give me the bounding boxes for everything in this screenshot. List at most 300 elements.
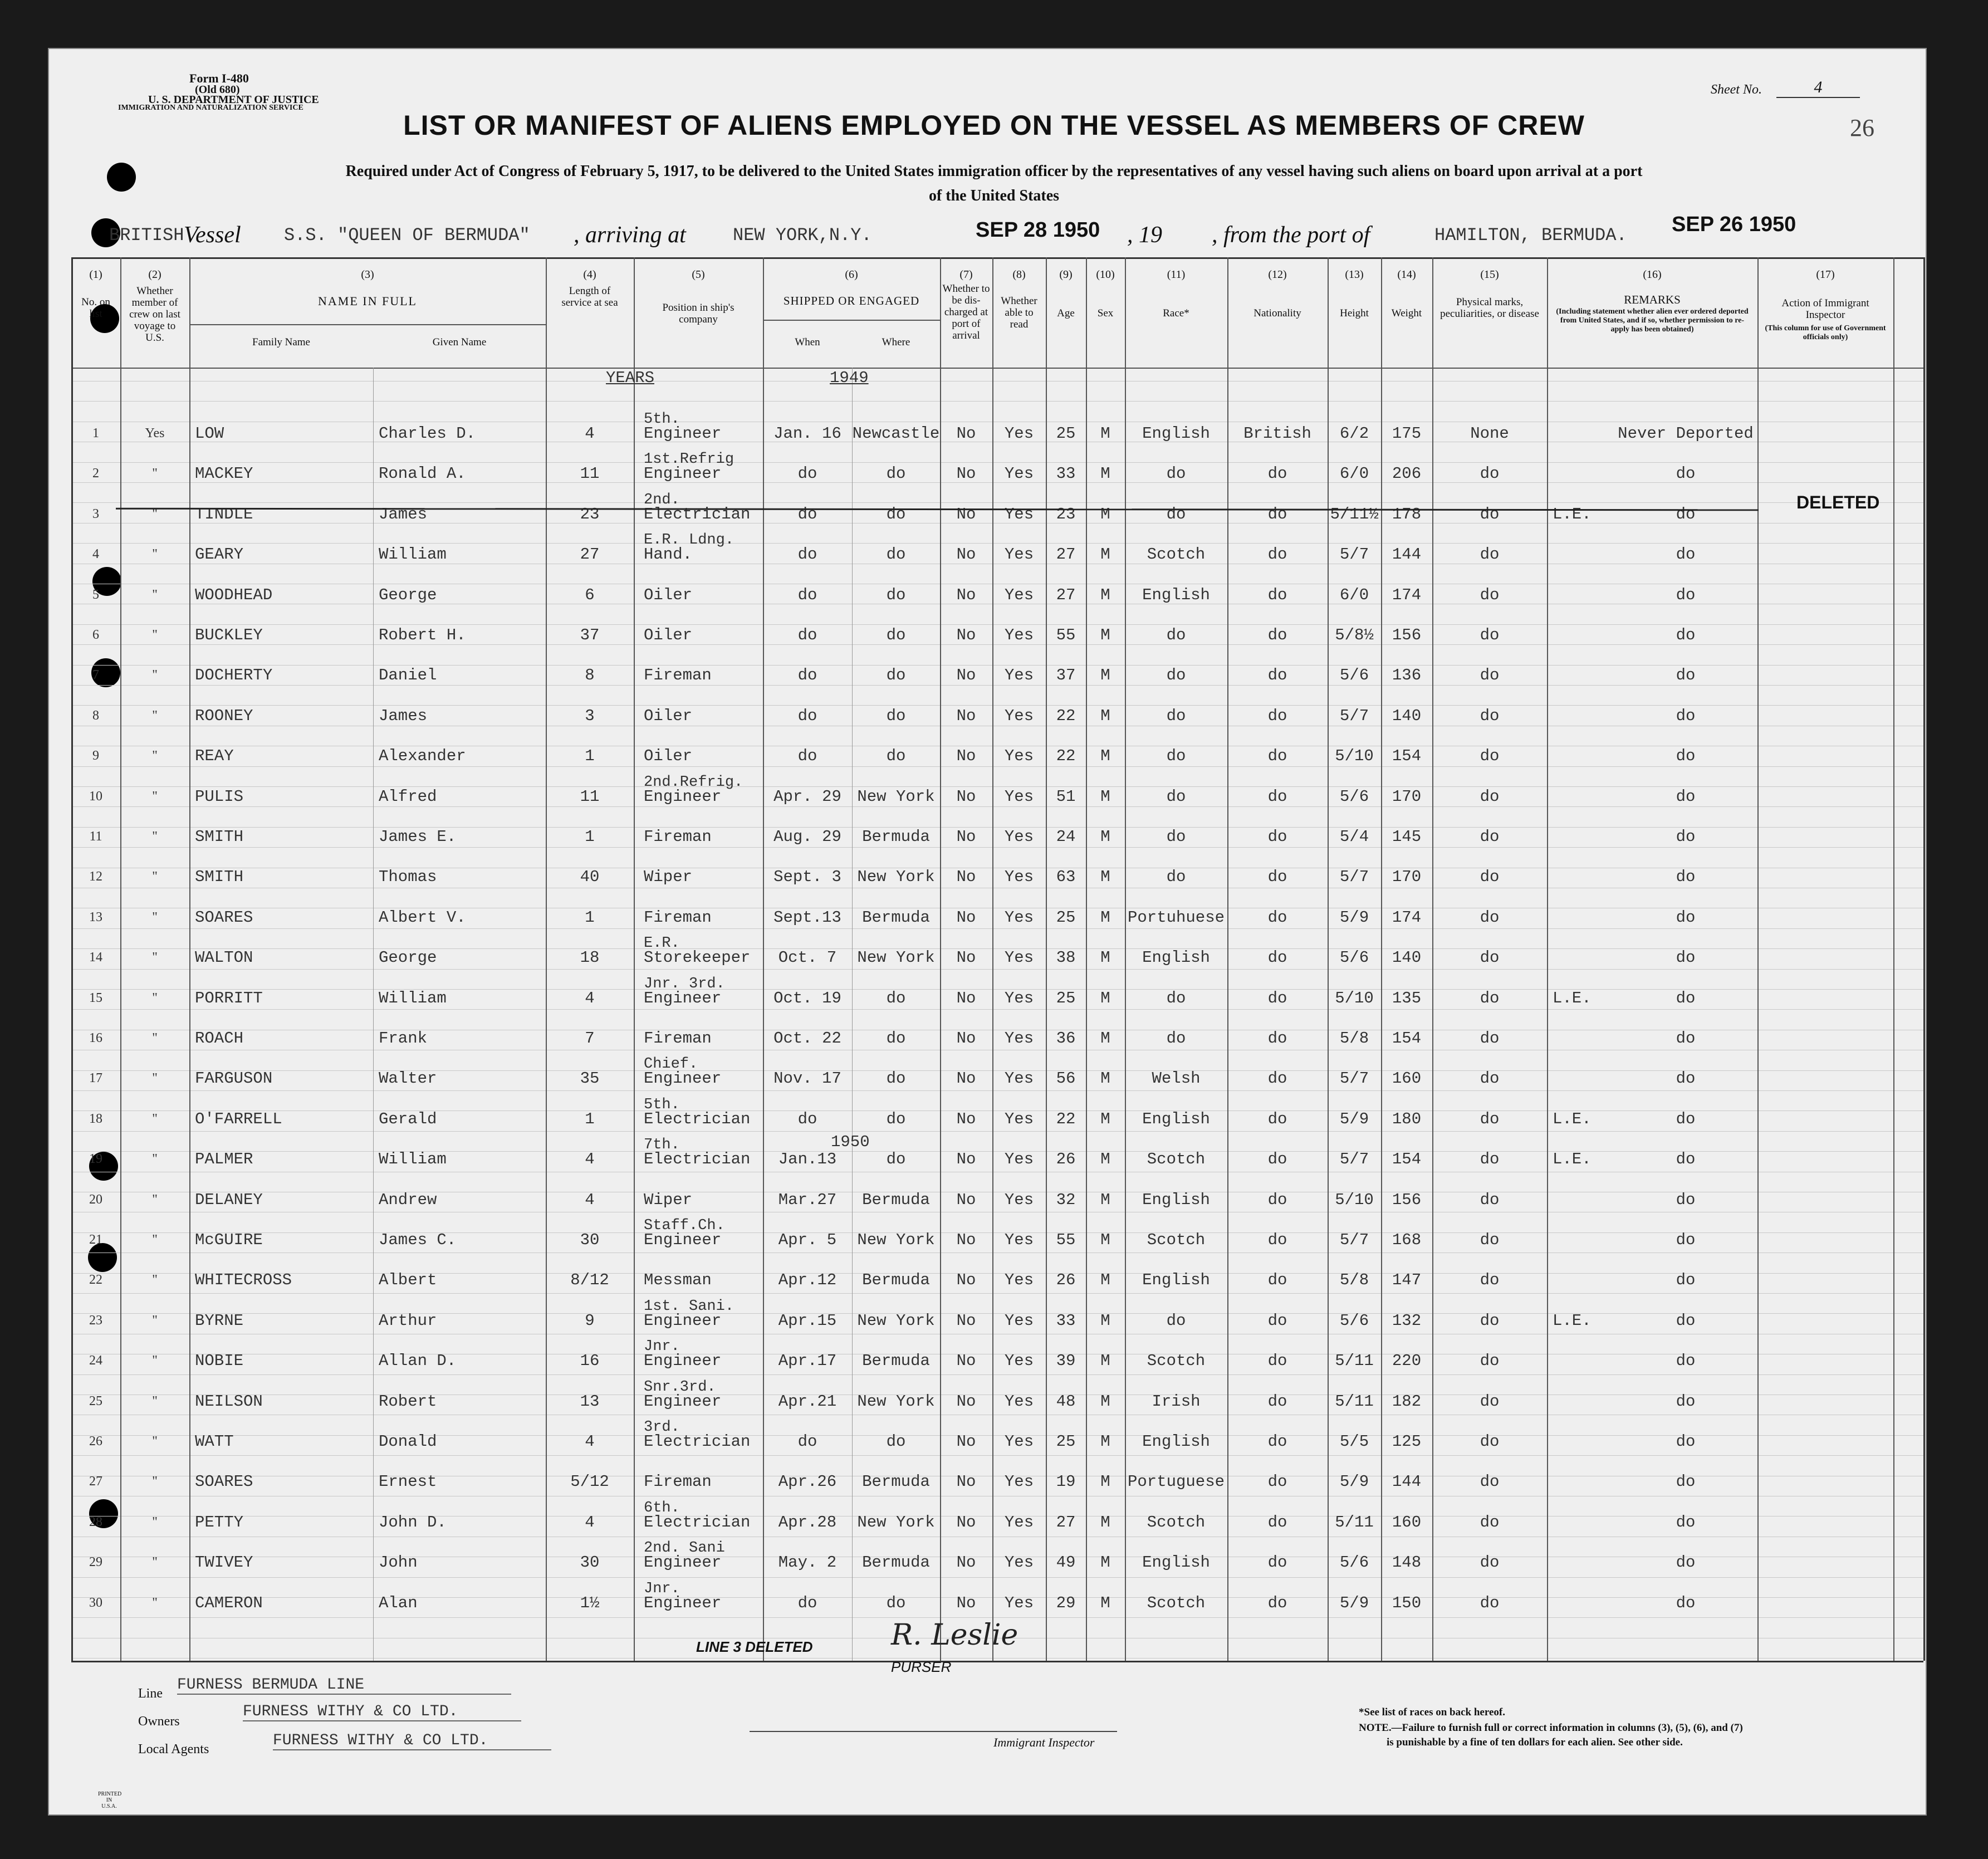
cell-dis: No [956, 1472, 976, 1491]
cell-position-line2: Oiler [644, 626, 693, 644]
printer-mark: PRINTED IN U.S.A. [98, 1791, 122, 1809]
cell-when: Jan.13 [778, 1150, 837, 1169]
cell-age: 26 [1056, 1271, 1076, 1290]
cell-where: do [886, 626, 906, 644]
cell-position-line2: Engineer [644, 1593, 722, 1612]
cell-given: James C. [379, 1231, 457, 1249]
cell-prev: " [152, 628, 158, 642]
cell-remarks: do [1676, 1109, 1696, 1128]
cell-dis: No [956, 1513, 976, 1532]
cell-where: Bermuda [862, 1472, 930, 1491]
cell-ht: 5/7 [1339, 545, 1369, 564]
cell-marks: do [1480, 1593, 1500, 1612]
cell-nat: do [1267, 1190, 1287, 1209]
column-divider [1893, 257, 1894, 1661]
cell-n: 2 [92, 466, 99, 481]
cell-position-line2: Fireman [644, 1029, 712, 1048]
cell-when: Apr.26 [778, 1472, 837, 1491]
cell-dis: No [956, 1593, 976, 1612]
cell-position-line1: 2nd. Sani [644, 1540, 725, 1557]
year-label: , 19 [1127, 222, 1162, 248]
cell-ht: 5/10 [1335, 747, 1374, 766]
cell-read: Yes [1004, 424, 1034, 443]
cell-family: McGUIRE [195, 1231, 263, 1249]
cell-marks: do [1480, 666, 1500, 685]
cell-nat: do [1267, 989, 1287, 1007]
cell-prev: " [152, 1595, 158, 1610]
cell-age: 22 [1056, 706, 1076, 725]
cell-ht: 5/8 [1339, 1029, 1369, 1048]
cell-ht: 6/2 [1339, 424, 1369, 443]
cell-service: 27 [580, 545, 600, 564]
cell-prev: " [152, 1111, 158, 1126]
cell-where: do [886, 545, 906, 564]
cell-nat: do [1267, 1029, 1287, 1048]
cell-ht: 5/10 [1335, 1190, 1374, 1209]
cell-when: Oct. 22 [773, 1029, 841, 1048]
cell-marks: do [1480, 989, 1500, 1007]
cell-age: 56 [1056, 1069, 1076, 1088]
cell-nat: do [1267, 868, 1287, 887]
cell-family: BYRNE [195, 1311, 244, 1330]
cell-nat: do [1267, 1150, 1287, 1169]
cell-sex: M [1100, 505, 1110, 524]
cell-prev: " [152, 547, 158, 562]
cell-where: Newcastle [852, 424, 940, 443]
cell-prev: Yes [145, 426, 165, 441]
cell-prev: " [152, 789, 158, 804]
cell-nat: do [1267, 1109, 1287, 1128]
col-1-num: (1) [89, 268, 102, 281]
cell-remarks: do [1676, 464, 1696, 483]
cell-nat: do [1267, 747, 1287, 766]
cell-race: Scotch [1147, 545, 1206, 564]
ruled-line [71, 462, 1923, 463]
year-1950: 1950 [831, 1133, 870, 1151]
cell-read: Yes [1004, 989, 1034, 1007]
col-12-head: Nationality [1253, 307, 1301, 319]
cell-sex: M [1100, 828, 1110, 846]
cell-sex: M [1100, 1593, 1110, 1612]
cell-marks: do [1480, 464, 1500, 483]
ruled-line [71, 847, 1923, 848]
cell-sex: M [1100, 1553, 1110, 1572]
cell-service: 16 [580, 1352, 600, 1371]
agents-label: Local Agents [138, 1742, 209, 1757]
form-number: Form I-480 [189, 71, 249, 85]
cell-sex: M [1100, 706, 1110, 725]
cell-when: Nov. 17 [773, 1069, 841, 1088]
cell-race: Scotch [1147, 1231, 1206, 1249]
cell-n: 13 [89, 909, 102, 924]
cell-remarks: do [1676, 545, 1696, 564]
ruled-line [71, 1090, 1923, 1091]
cell-nat: do [1267, 464, 1287, 483]
cell-n: 25 [89, 1393, 102, 1408]
cell-dis: No [956, 1432, 976, 1451]
cell-prev: " [152, 1434, 158, 1449]
cell-n: 21 [89, 1232, 102, 1247]
cell-where: do [886, 1069, 906, 1088]
ruled-line [71, 1009, 1923, 1010]
cell-age: 25 [1056, 1432, 1076, 1451]
cell-when: Sept. 3 [773, 868, 841, 887]
cell-le: L.E. [1553, 989, 1592, 1007]
cell-when: do [797, 1593, 817, 1612]
cell-when: do [797, 545, 817, 564]
cell-where: New York [857, 948, 935, 967]
cell-family: ROONEY [195, 706, 253, 725]
cell-race: do [1166, 989, 1186, 1007]
cell-ht: 5/6 [1339, 666, 1369, 685]
cell-sex: M [1100, 787, 1110, 806]
cell-remarks: do [1676, 1553, 1696, 1572]
cell-service: 11 [580, 787, 600, 806]
cell-family: FARGUSON [195, 1069, 273, 1088]
cell-given: John D. [379, 1513, 447, 1532]
cell-n: 29 [89, 1555, 102, 1570]
cell-ht: 5/5 [1339, 1432, 1369, 1451]
cell-given: Walter [379, 1069, 437, 1088]
cell-family: NEILSON [195, 1392, 263, 1411]
cell-position-line2: Engineer [644, 464, 722, 483]
cell-read: Yes [1004, 1190, 1034, 1209]
cell-position-line2: Messman [644, 1271, 712, 1290]
line-value: FURNESS BERMUDA LINE [177, 1676, 511, 1695]
cell-prev: " [152, 1393, 158, 1408]
cell-race: do [1166, 626, 1186, 644]
cell-family: DOCHERTY [195, 666, 273, 685]
cell-race: English [1142, 1109, 1210, 1128]
where-head: Where [882, 336, 910, 348]
cell-where: New York [857, 868, 935, 887]
cell-prev: " [152, 1273, 158, 1288]
cell-dis: No [956, 666, 976, 685]
cell-race: Welsh [1152, 1069, 1201, 1088]
cell-remarks: do [1676, 1593, 1696, 1612]
cell-age: 27 [1056, 545, 1076, 564]
cell-when: Apr.28 [778, 1513, 837, 1532]
cell-where: New York [857, 787, 935, 806]
cell-dis: No [956, 787, 976, 806]
col-17-head: Action of Immigrant Inspector [1781, 297, 1869, 321]
cell-marks: do [1480, 908, 1500, 927]
cell-marks: do [1480, 1392, 1500, 1411]
col-16-head: REMARKS [1624, 293, 1681, 306]
cell-race: do [1166, 747, 1186, 766]
service: IMMIGRATION AND NATURALIZATION SERVICE [118, 104, 303, 112]
cell-where: Bermuda [862, 1190, 930, 1209]
cell-position-line2: Fireman [644, 666, 712, 685]
cell-given: Thomas [379, 868, 437, 887]
cell-prev: " [152, 1313, 158, 1328]
cell-dis: No [956, 1069, 976, 1088]
cell-position-line1: 6th. [644, 1499, 680, 1516]
cell-age: 24 [1056, 828, 1076, 846]
cell-read: Yes [1004, 1432, 1034, 1451]
cell-read: Yes [1004, 747, 1034, 766]
cell-marks: do [1480, 1069, 1500, 1088]
crew-table [71, 257, 1923, 1661]
cell-service: 4 [585, 1190, 595, 1209]
cell-prev: " [152, 1232, 158, 1247]
cell-position-line2: Engineer [644, 1392, 722, 1411]
cell-race: English [1142, 1190, 1210, 1209]
cell-remarks: do [1676, 787, 1696, 806]
cell-n: 8 [92, 708, 99, 723]
cell-position-line2: Electrician [644, 1432, 751, 1451]
col-16-note: (Including statement whether alien ever ordered deported from United States, and if so, whether permission to re-apply has been obtained) [1556, 307, 1749, 334]
vessel-label: Vessel [184, 222, 241, 248]
cell-wt: 168 [1392, 1231, 1422, 1249]
cell-nat: do [1267, 1513, 1287, 1532]
cell-ht: 5/9 [1339, 908, 1369, 927]
cell-remarks: do [1676, 1311, 1696, 1330]
cell-marks: do [1480, 1271, 1500, 1290]
cell-when: do [797, 464, 817, 483]
cell-age: 25 [1056, 424, 1076, 443]
col-17-note: (This column for use of Government officials only) [1765, 324, 1886, 341]
cell-marks: do [1480, 1109, 1500, 1128]
cell-when: Apr.17 [778, 1352, 837, 1371]
cell-wt: 170 [1392, 868, 1422, 887]
cell-marks: do [1480, 1432, 1500, 1451]
ruled-line [71, 827, 1923, 828]
cell-remarks: do [1676, 1231, 1696, 1249]
cell-service: 5/12 [570, 1472, 609, 1491]
cell-nat: do [1267, 505, 1287, 524]
cell-wt: 154 [1392, 1150, 1422, 1169]
cell-position-line2: Engineer [644, 424, 722, 443]
cell-nat: do [1267, 1352, 1287, 1371]
cell-race: do [1166, 868, 1186, 887]
cell-n: 3 [92, 506, 99, 521]
cell-when: Apr.12 [778, 1271, 837, 1290]
cell-family: SOARES [195, 1472, 253, 1491]
cell-position-line1: Jnr. 3rd. [644, 975, 725, 992]
cell-ht: 6/0 [1339, 585, 1369, 604]
cell-marks: do [1480, 1513, 1500, 1532]
inspector-label: Immigrant Inspector [993, 1735, 1095, 1749]
cell-n: 24 [89, 1353, 102, 1368]
ruled-line [71, 1455, 1923, 1456]
cell-age: 39 [1056, 1352, 1076, 1371]
cell-where: do [886, 464, 906, 483]
col-11-head: Race* [1163, 307, 1189, 319]
cell-remarks: do [1676, 706, 1696, 725]
col-1-head: No. on list [81, 296, 110, 320]
cell-remarks: do [1676, 626, 1696, 644]
cell-age: 49 [1056, 1553, 1076, 1572]
cell-dis: No [956, 1352, 976, 1371]
cell-ht: 5/7 [1339, 706, 1369, 725]
cell-ht: 5/11½ [1330, 505, 1379, 524]
cell-service: 1 [585, 1109, 595, 1128]
cell-wt: 136 [1392, 666, 1422, 685]
cell-sex: M [1100, 1392, 1110, 1411]
ruled-line [71, 786, 1923, 787]
cell-prev: " [152, 1514, 158, 1529]
cell-ht: 5/6 [1339, 948, 1369, 967]
cell-given: William [379, 1150, 447, 1169]
cell-prev: " [152, 749, 158, 764]
cell-n: 7 [92, 668, 99, 683]
cell-age: 27 [1056, 1513, 1076, 1532]
ruled-line [71, 685, 1923, 686]
ruled-line [71, 969, 1923, 970]
cell-nat: do [1267, 626, 1287, 644]
cell-remarks: do [1676, 505, 1696, 524]
cell-nat: do [1267, 948, 1287, 967]
cell-given: Donald [379, 1432, 437, 1451]
cell-race: English [1142, 1432, 1210, 1451]
cell-read: Yes [1004, 464, 1034, 483]
ruled-line [71, 766, 1923, 767]
cell-position-line2: Wiper [644, 1190, 693, 1209]
cell-wt: 182 [1392, 1392, 1422, 1411]
cell-family: SOARES [195, 908, 253, 927]
cell-ht: 5/9 [1339, 1109, 1369, 1128]
cell-race: do [1166, 505, 1186, 524]
cell-remarks: do [1676, 1029, 1696, 1048]
cell-le: L.E. [1553, 505, 1592, 524]
col-7-head: Whether to be dis-charged at port of arrival [942, 283, 990, 341]
cell-read: Yes [1004, 1029, 1034, 1048]
cell-remarks: do [1676, 747, 1696, 766]
cell-when: Apr. 29 [773, 787, 841, 806]
cell-n: 11 [89, 829, 102, 844]
cell-where: do [886, 1029, 906, 1048]
cell-nat: British [1243, 424, 1311, 443]
cell-dis: No [956, 1392, 976, 1411]
col-16-num: (16) [1643, 268, 1662, 281]
ruled-line [71, 523, 1923, 524]
cell-read: Yes [1004, 505, 1034, 524]
cell-position-line2: Electrician [644, 1109, 751, 1128]
cell-read: Yes [1004, 1553, 1034, 1572]
cell-ht: 5/6 [1339, 1553, 1369, 1572]
col-8-head: Whether able to read [1001, 295, 1037, 330]
inspector-signature-line [750, 1731, 1117, 1732]
cell-service: 4 [585, 424, 595, 443]
cell-le: L.E. [1553, 1150, 1592, 1169]
cell-where: do [886, 706, 906, 725]
cell-remarks: do [1676, 948, 1696, 967]
departure-date-stamp: SEP 26 1950 [1672, 213, 1796, 236]
column-divider [189, 257, 190, 1661]
family-name-head: Family Name [252, 336, 310, 348]
cell-when: Apr.15 [778, 1311, 837, 1330]
cell-given: Gerald [379, 1109, 437, 1128]
ruled-line [71, 1374, 1923, 1375]
cell-marks: do [1480, 1190, 1500, 1209]
cell-remarks: Never Deported [1618, 424, 1754, 443]
col-10-num: (10) [1096, 268, 1115, 281]
cell-where: New York [857, 1311, 935, 1330]
cell-race: Portuguese [1127, 1472, 1225, 1491]
cell-marks: do [1480, 1150, 1500, 1169]
cell-nat: do [1267, 787, 1287, 806]
cell-marks: do [1480, 948, 1500, 967]
purser-signature: R. Leslie [891, 1618, 1019, 1652]
cell-sex: M [1100, 948, 1110, 967]
cell-family: GEARY [195, 545, 244, 564]
cell-when: Oct. 19 [773, 989, 841, 1007]
cell-wt: 144 [1392, 545, 1422, 564]
col-13-head: Height [1340, 307, 1369, 319]
cell-read: Yes [1004, 1472, 1034, 1491]
cell-prev: " [152, 708, 158, 723]
deleted-stamp: DELETED [1796, 492, 1880, 512]
cell-position-line1: 3rd. [644, 1419, 680, 1436]
cell-remarks: do [1676, 585, 1696, 604]
cell-position-line1: 2nd. [644, 491, 680, 508]
cell-family: PORRITT [195, 989, 263, 1007]
owners-label: Owners [138, 1714, 180, 1729]
cell-position-line2: Wiper [644, 868, 693, 887]
ruled-line [71, 624, 1923, 625]
cell-nat: do [1267, 908, 1287, 927]
cell-nat: do [1267, 1231, 1287, 1249]
cell-position-line1: Staff.Ch. [644, 1217, 725, 1234]
cell-read: Yes [1004, 585, 1034, 604]
cell-n: 14 [89, 950, 102, 965]
cell-ht: 5/10 [1335, 989, 1374, 1007]
cell-wt: 147 [1392, 1271, 1422, 1290]
cell-read: Yes [1004, 706, 1034, 725]
cell-nat: do [1267, 1553, 1287, 1572]
cell-given: Arthur [379, 1311, 437, 1330]
ruled-line [71, 1658, 1923, 1659]
column-divider [1923, 257, 1925, 1661]
cell-remarks: do [1676, 666, 1696, 685]
cell-ht: 5/11 [1335, 1352, 1374, 1371]
cell-nat: do [1267, 1432, 1287, 1451]
cell-nat: do [1267, 1311, 1287, 1330]
cell-prev: " [152, 466, 158, 481]
cell-sex: M [1100, 464, 1110, 483]
cell-given: Alan [379, 1593, 418, 1612]
cell-position-line2: Engineer [644, 1069, 722, 1088]
cell-nat: do [1267, 545, 1287, 564]
ruled-line [71, 806, 1923, 807]
cell-position-line2: Engineer [644, 1352, 722, 1371]
cell-race: do [1166, 666, 1186, 685]
cell-read: Yes [1004, 908, 1034, 927]
cell-nat: do [1267, 585, 1287, 604]
cell-read: Yes [1004, 666, 1034, 685]
vessel-name: S.S. "QUEEN OF BERMUDA" [284, 225, 530, 246]
col-6-num: (6) [845, 268, 858, 281]
cell-where: do [886, 1593, 906, 1612]
cell-remarks: do [1676, 1150, 1696, 1169]
cell-family: CAMERON [195, 1593, 263, 1612]
cell-wt: 174 [1392, 585, 1422, 604]
years-unit: YEARS [606, 369, 655, 387]
col-3-num: (3) [361, 268, 374, 281]
cell-age: 25 [1056, 989, 1076, 1007]
cell-position-line1: 7th. [644, 1137, 680, 1154]
cell-given: Robert [379, 1392, 437, 1411]
cell-wt: 175 [1392, 424, 1422, 443]
cell-wt: 140 [1392, 706, 1422, 725]
cell-remarks: do [1676, 868, 1696, 887]
cell-service: 11 [580, 464, 600, 483]
cell-remarks: do [1676, 1190, 1696, 1209]
cell-where: Bermuda [862, 908, 930, 927]
cell-service: 37 [580, 626, 600, 644]
cell-race: Irish [1152, 1392, 1201, 1411]
